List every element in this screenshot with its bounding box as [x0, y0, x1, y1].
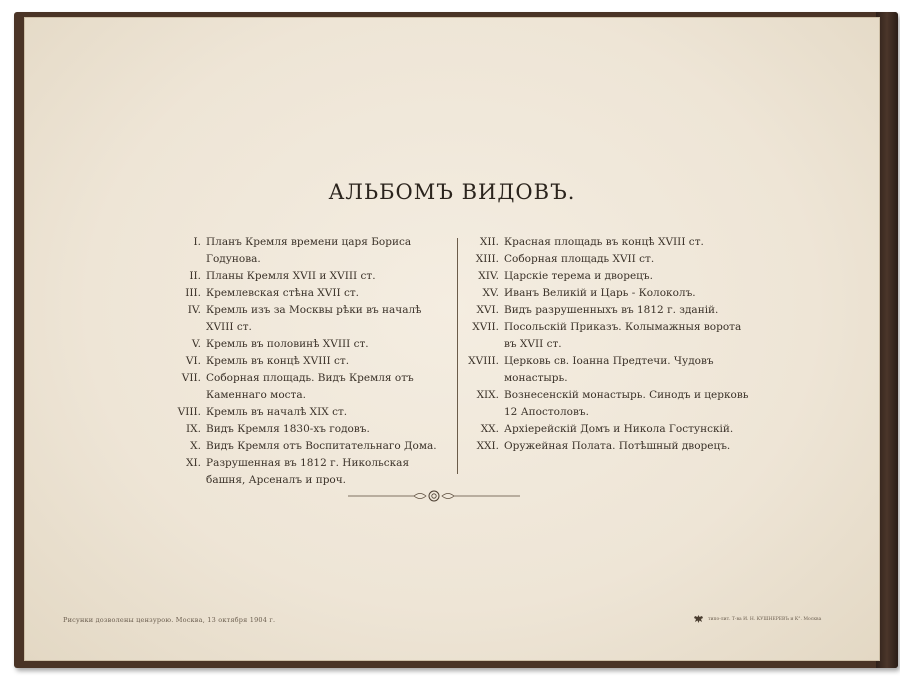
contents-entry	[465, 387, 750, 421]
entry-number: XI.	[186, 457, 201, 469]
entry-number: V.	[191, 338, 201, 350]
contents-entry	[175, 268, 450, 285]
entry-title: Видъ разрушенныхъ въ 1812 г. зданій.	[504, 304, 719, 316]
entry-title: Царскіе терема и дворецъ.	[504, 270, 653, 282]
entry-number: I.	[193, 236, 201, 248]
entry-title: Видъ Кремля 1830-хъ годовъ.	[206, 423, 370, 435]
contents-entry	[465, 234, 750, 251]
entry-number: XVI.	[476, 304, 499, 316]
entry-title: Кремль въ половинѣ XVIII ст.	[206, 338, 369, 350]
contents-entry	[465, 353, 750, 387]
entry-title: Разрушенная въ 1812 г. Никольская башня, Арсеналъ и проч.	[206, 457, 410, 486]
contents-entry	[465, 302, 750, 319]
contents-entry	[465, 268, 750, 285]
censorship-note: Рисунки дозволены цензурою. Москва, 13 октября 1904 г.	[63, 616, 276, 624]
contents-entry	[465, 319, 750, 353]
contents-entry	[175, 336, 450, 353]
entry-title: Кремль въ концѣ XVIII ст.	[206, 355, 350, 367]
entry-title: Красная площадь въ концѣ XVIII ст.	[504, 236, 704, 248]
entry-number: XX.	[480, 423, 499, 435]
contents-entry	[175, 370, 450, 404]
entry-number: XVIII.	[468, 355, 499, 367]
album-page	[24, 17, 880, 661]
entry-title: Архіерейскій Домъ и Никола Гостунскій.	[504, 423, 734, 435]
entry-title: Кремль изъ за Москвы рѣки въ началѣ XVIII ст.	[206, 304, 422, 333]
contents-entry	[175, 285, 450, 302]
entry-title: Кремлевская стѣна XVII ст.	[206, 287, 360, 299]
contents-entry	[465, 251, 750, 268]
entry-title: Оружейная Полата. Потѣшный дворецъ.	[504, 440, 731, 452]
entry-title: Иванъ Великій и Царь - Колоколъ.	[504, 287, 696, 299]
entry-number: VII.	[181, 372, 201, 384]
contents-entry	[175, 234, 450, 268]
entry-title: Соборная площадь XVII ст.	[504, 253, 655, 265]
entry-number: XIII.	[475, 253, 499, 265]
page-title: АЛЬБОМЪ ВИДОВЪ.	[328, 180, 576, 204]
contents-entry	[465, 421, 750, 438]
entry-title: Планъ Кремля времени царя Бориса Годунова.	[206, 236, 412, 265]
double-headed-eagle-icon	[693, 614, 704, 624]
printer-imprint	[693, 614, 821, 624]
printer-text: типо-лит. Т-ва И. Н. КУШНЕРЕВЪ и К°. Москва	[708, 616, 822, 622]
entry-number: XXI.	[476, 440, 499, 452]
entry-number: XV.	[482, 287, 499, 299]
entry-title: Церковь св. Іоанна Предтечи. Чудовъ монастырь.	[504, 355, 714, 384]
contents-entry	[175, 353, 450, 370]
entry-title: Кремль въ началѣ XIX ст.	[206, 406, 348, 418]
contents-left-column	[175, 234, 450, 489]
entry-number: XII.	[479, 236, 499, 248]
entry-number: VIII.	[177, 406, 201, 418]
contents-entry	[175, 438, 450, 455]
contents-entry	[175, 455, 450, 489]
entry-title: Планы Кремля XVII и XVIII ст.	[206, 270, 376, 282]
contents-entry	[175, 302, 450, 336]
entry-number: XVII.	[472, 321, 499, 333]
entry-title: Посольскій Приказъ. Колымажныя ворота въ XVII ст.	[504, 321, 742, 350]
entry-title: Соборная площадь. Видъ Кремля отъ Каменнаго моста.	[206, 372, 414, 401]
entry-number: XIV.	[478, 270, 499, 282]
entry-number: IV.	[187, 304, 201, 316]
entry-number: III.	[185, 287, 201, 299]
entry-number: X.	[190, 440, 201, 452]
entry-title: Видъ Кремля отъ Воспитательнаго Дома.	[206, 440, 437, 452]
column-divider	[457, 238, 458, 474]
ornament-divider	[348, 488, 520, 504]
contents-entry	[175, 421, 450, 438]
contents-entry	[465, 285, 750, 302]
entry-number: II.	[189, 270, 201, 282]
entry-number: VI.	[185, 355, 201, 367]
contents-entry	[175, 404, 450, 421]
contents-entry	[465, 438, 750, 455]
contents-right-column	[465, 234, 750, 455]
entry-number: XIX.	[476, 389, 499, 401]
entry-number: IX.	[186, 423, 201, 435]
entry-title: Вознесенскій монастырь. Синодъ и церковь 12 Апостоловъ.	[504, 389, 749, 418]
